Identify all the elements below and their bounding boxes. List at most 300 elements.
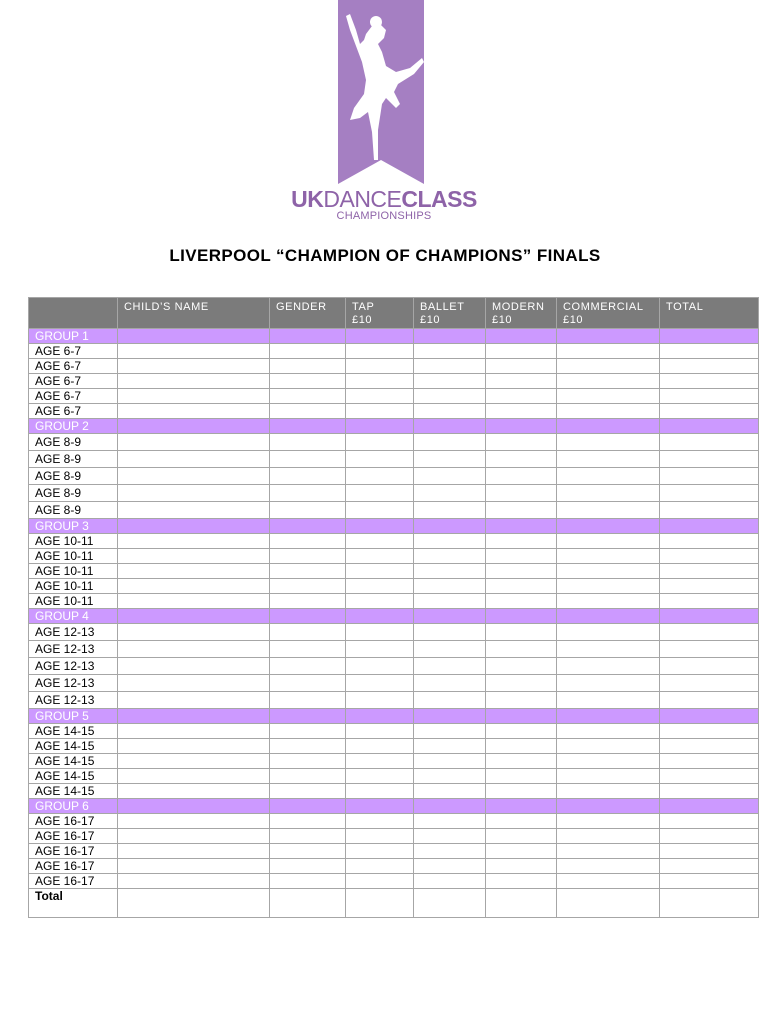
gender-cell[interactable] — [270, 485, 346, 502]
commercial-cell[interactable] — [557, 534, 660, 549]
gender-cell[interactable] — [270, 814, 346, 829]
ballet-cell[interactable] — [414, 579, 486, 594]
ballet-cell[interactable] — [414, 594, 486, 609]
table-row — [29, 359, 759, 374]
group-header-cell — [486, 709, 557, 724]
commercial-cell[interactable] — [557, 359, 660, 374]
total-cell[interactable] — [660, 624, 759, 641]
table-row — [29, 549, 759, 564]
childs-name-cell[interactable] — [118, 829, 270, 844]
gender-cell[interactable] — [270, 374, 346, 389]
total-cell[interactable] — [660, 404, 759, 419]
tap-cell[interactable] — [346, 485, 414, 502]
brand-subtitle: CHAMPIONSHIPS — [336, 210, 432, 222]
commercial-cell[interactable] — [557, 658, 660, 675]
group-header-cell — [557, 709, 660, 724]
commercial-cell[interactable] — [557, 829, 660, 844]
total-value-cell[interactable] — [346, 889, 414, 918]
age-cell: AGE 14-15 — [29, 769, 118, 784]
total-value-cell[interactable] — [118, 889, 270, 918]
age-cell: AGE 14-15 — [29, 784, 118, 799]
ballet-cell[interactable] — [414, 344, 486, 359]
modern-cell[interactable] — [486, 754, 557, 769]
age-cell: AGE 6-7 — [29, 404, 118, 419]
ballet-cell[interactable] — [414, 724, 486, 739]
total-cell[interactable] — [660, 549, 759, 564]
childs-name-cell[interactable] — [118, 534, 270, 549]
ballet-cell[interactable] — [414, 468, 486, 485]
tap-cell[interactable] — [346, 829, 414, 844]
tap-cell[interactable] — [346, 874, 414, 889]
childs-name-cell[interactable] — [118, 675, 270, 692]
ballet-cell[interactable] — [414, 389, 486, 404]
childs-name-cell[interactable] — [118, 579, 270, 594]
tap-cell[interactable] — [346, 451, 414, 468]
ballet-cell[interactable] — [414, 624, 486, 641]
age-cell: AGE 12-13 — [29, 675, 118, 692]
childs-name-cell[interactable] — [118, 374, 270, 389]
ballet-cell[interactable] — [414, 859, 486, 874]
ballet-cell[interactable] — [414, 814, 486, 829]
gender-cell[interactable] — [270, 844, 346, 859]
header-ballet — [414, 298, 486, 329]
group-header-row — [29, 519, 759, 534]
childs-name-cell[interactable] — [118, 564, 270, 579]
childs-name-cell[interactable] — [118, 549, 270, 564]
gender-cell[interactable] — [270, 739, 346, 754]
modern-cell[interactable] — [486, 404, 557, 419]
gender-cell[interactable] — [270, 451, 346, 468]
total-cell[interactable] — [660, 374, 759, 389]
ballet-cell[interactable] — [414, 451, 486, 468]
commercial-cell[interactable] — [557, 739, 660, 754]
brand-uk: UK — [291, 186, 324, 212]
total-value-cell[interactable] — [660, 889, 759, 918]
total-cell[interactable] — [660, 724, 759, 739]
group-header-cell — [414, 419, 486, 434]
group-header-row — [29, 419, 759, 434]
ballet-cell[interactable] — [414, 784, 486, 799]
childs-name-cell[interactable] — [118, 754, 270, 769]
tap-cell[interactable] — [346, 769, 414, 784]
modern-cell[interactable] — [486, 374, 557, 389]
total-cell[interactable] — [660, 641, 759, 658]
gender-cell[interactable] — [270, 692, 346, 709]
table-row — [29, 641, 759, 658]
total-label: Total — [29, 889, 118, 918]
modern-cell[interactable] — [486, 874, 557, 889]
gender-cell[interactable] — [270, 641, 346, 658]
page-title: LIVERPOOL “CHAMPION OF CHAMPIONS” FINALS — [169, 246, 601, 265]
childs-name-cell[interactable] — [118, 389, 270, 404]
modern-cell[interactable] — [486, 434, 557, 451]
group-header-cell — [270, 799, 346, 814]
modern-cell[interactable] — [486, 549, 557, 564]
group-header-cell — [270, 329, 346, 344]
table-row — [29, 344, 759, 359]
ballet-cell[interactable] — [414, 769, 486, 784]
gender-cell[interactable] — [270, 769, 346, 784]
tap-cell[interactable] — [346, 579, 414, 594]
commercial-cell[interactable] — [557, 594, 660, 609]
table-body — [29, 329, 759, 918]
table-row — [29, 434, 759, 451]
total-cell[interactable] — [660, 814, 759, 829]
childs-name-cell[interactable] — [118, 451, 270, 468]
commercial-cell[interactable] — [557, 434, 660, 451]
ballet-cell[interactable] — [414, 434, 486, 451]
modern-cell[interactable] — [486, 724, 557, 739]
ballet-cell[interactable] — [414, 374, 486, 389]
group-label: GROUP 6 — [29, 799, 118, 814]
modern-cell[interactable] — [486, 641, 557, 658]
childs-name-cell[interactable] — [118, 814, 270, 829]
tap-cell[interactable] — [346, 739, 414, 754]
total-cell[interactable] — [660, 579, 759, 594]
age-cell: AGE 10-11 — [29, 579, 118, 594]
modern-cell[interactable] — [486, 468, 557, 485]
ballet-cell[interactable] — [414, 739, 486, 754]
group-label: GROUP 3 — [29, 519, 118, 534]
group-label: GROUP 4 — [29, 609, 118, 624]
childs-name-cell[interactable] — [118, 344, 270, 359]
gender-cell[interactable] — [270, 675, 346, 692]
gender-cell[interactable] — [270, 594, 346, 609]
ballet-cell[interactable] — [414, 502, 486, 519]
modern-cell[interactable] — [486, 692, 557, 709]
group-header-cell — [414, 799, 486, 814]
gender-cell[interactable] — [270, 754, 346, 769]
total-cell[interactable] — [660, 859, 759, 874]
modern-cell[interactable] — [486, 675, 557, 692]
group-header-cell — [557, 609, 660, 624]
header-childs-name: CHILD’S NAME — [118, 298, 270, 329]
total-cell[interactable] — [660, 692, 759, 709]
age-cell: AGE 6-7 — [29, 374, 118, 389]
gender-cell[interactable] — [270, 579, 346, 594]
modern-cell[interactable] — [486, 344, 557, 359]
total-row — [29, 889, 759, 918]
childs-name-cell[interactable] — [118, 844, 270, 859]
age-cell: AGE 6-7 — [29, 389, 118, 404]
childs-name-cell[interactable] — [118, 641, 270, 658]
commercial-cell[interactable] — [557, 485, 660, 502]
age-cell: AGE 16-17 — [29, 874, 118, 889]
age-cell: AGE 10-11 — [29, 564, 118, 579]
commercial-cell[interactable] — [557, 404, 660, 419]
tap-cell[interactable] — [346, 675, 414, 692]
table-row — [29, 404, 759, 419]
tap-cell[interactable] — [346, 502, 414, 519]
total-cell[interactable] — [660, 434, 759, 451]
commercial-cell[interactable] — [557, 579, 660, 594]
gender-cell[interactable] — [270, 829, 346, 844]
gender-cell[interactable] — [270, 624, 346, 641]
tap-cell[interactable] — [346, 754, 414, 769]
group-header-cell — [414, 519, 486, 534]
header-tap — [346, 298, 414, 329]
tap-cell[interactable] — [346, 434, 414, 451]
header-modern-price: £10 — [492, 314, 513, 326]
group-header-cell — [118, 329, 270, 344]
tap-cell[interactable] — [346, 844, 414, 859]
gender-cell[interactable] — [270, 534, 346, 549]
modern-cell[interactable] — [486, 389, 557, 404]
tap-cell[interactable] — [346, 359, 414, 374]
gender-cell[interactable] — [270, 404, 346, 419]
commercial-cell[interactable] — [557, 451, 660, 468]
tap-cell[interactable] — [346, 859, 414, 874]
header-modern — [486, 298, 557, 329]
modern-cell[interactable] — [486, 485, 557, 502]
commercial-cell[interactable] — [557, 844, 660, 859]
gender-cell[interactable] — [270, 468, 346, 485]
ballet-cell[interactable] — [414, 874, 486, 889]
commercial-cell[interactable] — [557, 549, 660, 564]
modern-cell[interactable] — [486, 451, 557, 468]
commercial-cell[interactable] — [557, 344, 660, 359]
modern-cell[interactable] — [486, 579, 557, 594]
total-value-cell[interactable] — [270, 889, 346, 918]
total-cell[interactable] — [660, 844, 759, 859]
tap-cell[interactable] — [346, 641, 414, 658]
age-cell: AGE 12-13 — [29, 624, 118, 641]
gender-cell[interactable] — [270, 784, 346, 799]
ballet-cell[interactable] — [414, 359, 486, 374]
tap-cell[interactable] — [346, 624, 414, 641]
age-cell: AGE 8-9 — [29, 485, 118, 502]
modern-cell[interactable] — [486, 829, 557, 844]
ballet-cell[interactable] — [414, 829, 486, 844]
gender-cell[interactable] — [270, 344, 346, 359]
gender-cell[interactable] — [270, 359, 346, 374]
childs-name-cell[interactable] — [118, 874, 270, 889]
childs-name-cell[interactable] — [118, 485, 270, 502]
ballet-cell[interactable] — [414, 844, 486, 859]
childs-name-cell[interactable] — [118, 624, 270, 641]
commercial-cell[interactable] — [557, 374, 660, 389]
ballet-cell[interactable] — [414, 675, 486, 692]
modern-cell[interactable] — [486, 769, 557, 784]
tap-cell[interactable] — [346, 692, 414, 709]
total-value-cell[interactable] — [557, 889, 660, 918]
total-cell[interactable] — [660, 769, 759, 784]
childs-name-cell[interactable] — [118, 859, 270, 874]
ballet-cell[interactable] — [414, 692, 486, 709]
table-row — [29, 724, 759, 739]
group-header-cell — [270, 609, 346, 624]
childs-name-cell[interactable] — [118, 658, 270, 675]
gender-cell[interactable] — [270, 434, 346, 451]
tap-cell[interactable] — [346, 374, 414, 389]
gender-cell[interactable] — [270, 502, 346, 519]
total-cell[interactable] — [660, 739, 759, 754]
commercial-cell[interactable] — [557, 564, 660, 579]
modern-cell[interactable] — [486, 359, 557, 374]
commercial-cell[interactable] — [557, 859, 660, 874]
total-cell[interactable] — [660, 534, 759, 549]
group-header-row — [29, 329, 759, 344]
commercial-cell[interactable] — [557, 874, 660, 889]
gender-cell[interactable] — [270, 724, 346, 739]
group-header-cell — [118, 799, 270, 814]
total-cell[interactable] — [660, 874, 759, 889]
total-cell[interactable] — [660, 564, 759, 579]
gender-cell[interactable] — [270, 658, 346, 675]
table-row — [29, 594, 759, 609]
commercial-cell[interactable] — [557, 468, 660, 485]
tap-cell[interactable] — [346, 814, 414, 829]
tap-cell[interactable] — [346, 724, 414, 739]
table-row — [29, 675, 759, 692]
modern-cell[interactable] — [486, 814, 557, 829]
modern-cell[interactable] — [486, 739, 557, 754]
commercial-cell[interactable] — [557, 814, 660, 829]
childs-name-cell[interactable] — [118, 502, 270, 519]
age-cell: AGE 10-11 — [29, 594, 118, 609]
tap-cell[interactable] — [346, 784, 414, 799]
childs-name-cell[interactable] — [118, 594, 270, 609]
tap-cell[interactable] — [346, 564, 414, 579]
commercial-cell[interactable] — [557, 692, 660, 709]
commercial-cell[interactable] — [557, 502, 660, 519]
age-cell: AGE 10-11 — [29, 534, 118, 549]
modern-cell[interactable] — [486, 624, 557, 641]
header-tap-price: £10 — [352, 314, 373, 326]
header-label — [29, 298, 118, 329]
total-cell[interactable] — [660, 594, 759, 609]
commercial-cell[interactable] — [557, 769, 660, 784]
table-row — [29, 502, 759, 519]
group-header-cell — [486, 799, 557, 814]
group-header-cell — [557, 799, 660, 814]
childs-name-cell[interactable] — [118, 724, 270, 739]
gender-cell[interactable] — [270, 859, 346, 874]
ballet-cell[interactable] — [414, 549, 486, 564]
tap-cell[interactable] — [346, 344, 414, 359]
total-cell[interactable] — [660, 344, 759, 359]
group-header-cell — [118, 519, 270, 534]
childs-name-cell[interactable] — [118, 739, 270, 754]
group-label: GROUP 5 — [29, 709, 118, 724]
childs-name-cell[interactable] — [118, 784, 270, 799]
age-cell: AGE 6-7 — [29, 344, 118, 359]
modern-cell[interactable] — [486, 564, 557, 579]
group-header-cell — [660, 799, 759, 814]
header-row — [29, 298, 759, 329]
commercial-cell[interactable] — [557, 389, 660, 404]
childs-name-cell[interactable] — [118, 468, 270, 485]
ballet-cell[interactable] — [414, 641, 486, 658]
modern-cell[interactable] — [486, 859, 557, 874]
commercial-cell[interactable] — [557, 724, 660, 739]
commercial-cell[interactable] — [557, 784, 660, 799]
gender-cell[interactable] — [270, 874, 346, 889]
total-cell[interactable] — [660, 468, 759, 485]
childs-name-cell[interactable] — [118, 434, 270, 451]
group-header-cell — [346, 519, 414, 534]
tap-cell[interactable] — [346, 594, 414, 609]
group-header-cell — [486, 609, 557, 624]
childs-name-cell[interactable] — [118, 769, 270, 784]
group-header-cell — [414, 709, 486, 724]
group-header-cell — [414, 609, 486, 624]
total-value-cell[interactable] — [486, 889, 557, 918]
group-header-cell — [557, 519, 660, 534]
age-cell: AGE 8-9 — [29, 502, 118, 519]
total-cell[interactable] — [660, 658, 759, 675]
commercial-cell[interactable] — [557, 754, 660, 769]
total-cell[interactable] — [660, 359, 759, 374]
gender-cell[interactable] — [270, 549, 346, 564]
table-row — [29, 692, 759, 709]
commercial-cell[interactable] — [557, 641, 660, 658]
tap-cell[interactable] — [346, 534, 414, 549]
group-header-cell — [346, 609, 414, 624]
commercial-cell[interactable] — [557, 675, 660, 692]
childs-name-cell[interactable] — [118, 692, 270, 709]
header-total: TOTAL — [660, 298, 759, 329]
header-modern-label: MODERN — [492, 301, 545, 313]
gender-cell[interactable] — [270, 564, 346, 579]
total-value-cell[interactable] — [414, 889, 486, 918]
total-cell[interactable] — [660, 754, 759, 769]
modern-cell[interactable] — [486, 844, 557, 859]
commercial-cell[interactable] — [557, 624, 660, 641]
table-row — [29, 485, 759, 502]
ballet-cell[interactable] — [414, 485, 486, 502]
ballet-cell[interactable] — [414, 754, 486, 769]
total-cell[interactable] — [660, 389, 759, 404]
ballet-cell[interactable] — [414, 534, 486, 549]
total-cell[interactable] — [660, 451, 759, 468]
modern-cell[interactable] — [486, 534, 557, 549]
modern-cell[interactable] — [486, 658, 557, 675]
ballet-cell[interactable] — [414, 658, 486, 675]
group-label: GROUP 2 — [29, 419, 118, 434]
tap-cell[interactable] — [346, 658, 414, 675]
childs-name-cell[interactable] — [118, 404, 270, 419]
group-header-cell — [414, 329, 486, 344]
group-header-cell — [270, 709, 346, 724]
modern-cell[interactable] — [486, 784, 557, 799]
table-row — [29, 389, 759, 404]
tap-cell[interactable] — [346, 404, 414, 419]
total-cell[interactable] — [660, 829, 759, 844]
ballet-cell[interactable] — [414, 564, 486, 579]
total-cell[interactable] — [660, 675, 759, 692]
group-header-cell — [346, 419, 414, 434]
total-cell[interactable] — [660, 485, 759, 502]
total-cell[interactable] — [660, 502, 759, 519]
childs-name-cell[interactable] — [118, 359, 270, 374]
tap-cell[interactable] — [346, 389, 414, 404]
ballet-cell[interactable] — [414, 404, 486, 419]
header-tap-label: TAP — [352, 301, 375, 313]
group-header-cell — [270, 519, 346, 534]
tap-cell[interactable] — [346, 468, 414, 485]
age-cell: AGE 8-9 — [29, 434, 118, 451]
gender-cell[interactable] — [270, 389, 346, 404]
group-header-cell — [660, 609, 759, 624]
group-header-row — [29, 709, 759, 724]
modern-cell[interactable] — [486, 502, 557, 519]
group-header-row — [29, 609, 759, 624]
table-row — [29, 739, 759, 754]
total-cell[interactable] — [660, 784, 759, 799]
tap-cell[interactable] — [346, 549, 414, 564]
modern-cell[interactable] — [486, 594, 557, 609]
